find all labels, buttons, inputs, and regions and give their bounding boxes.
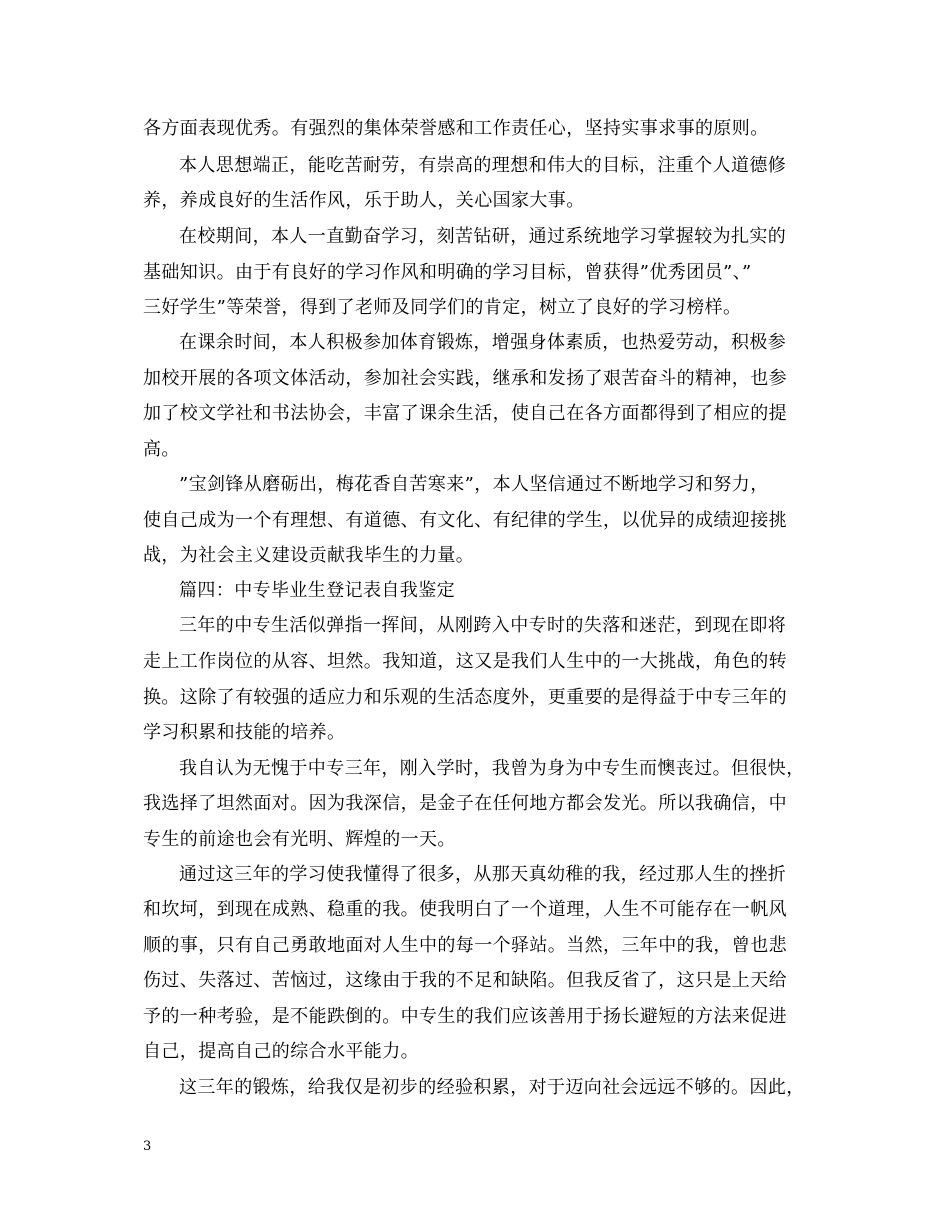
page-number: 3: [143, 1139, 152, 1154]
text-line: 这三年的锻炼，给我仅是初步的经验积累，对于迈向社会远远不够的。因此，: [179, 1077, 805, 1098]
text-line: 加校开展的各项文体活动，参加社会实践，继承和发扬了艰苦奋斗的精神，也参: [143, 368, 787, 389]
text-line: 学习积累和技能的培养。: [143, 722, 346, 743]
text-line: 伤过、失落过、苦恼过，这缘由于我的不足和缺陷。但我反省了，这只是上天给: [143, 970, 787, 991]
text-line: 在课余时间，本人积极参加体育锻炼，增强身体素质，也热爱劳动，积极参: [179, 332, 787, 353]
text-line: 战，为社会主义建设贡献我毕生的力量。: [143, 545, 475, 566]
text-line: 我选择了坦然面对。因为我深信，是金子在任何地方都会发光。所以我确信，中: [143, 793, 787, 814]
text-line: 通过这三年的学习使我懂得了很多，从那天真幼稚的我，经过那人生的挫折: [179, 864, 787, 885]
text-line: 予的一种考验，是不能跌倒的。中专生的我们应该善用于扬长避短的方法来促进: [143, 1006, 787, 1027]
text-line: 和坎坷，到现在成熟、稳重的我。使我明白了一个道理，人生不可能存在一帆风: [143, 899, 787, 920]
text-line: 自己，提高自己的综合水平能力。: [143, 1041, 419, 1062]
text-line: 基础知识。由于有良好的学习作风和明确的学习目标，曾获得”优秀团员”、”: [143, 262, 752, 283]
text-line: 三年的中专生活似弹指一挥间，从刚跨入中专时的失落和迷茫，到现在即将: [179, 615, 787, 636]
text-line: 三好学生”等荣誉，得到了老师及同学们的肯定，树立了良好的学习榜样。: [143, 297, 742, 318]
text-line: 换。这除了有较强的适应力和乐观的生活态度外，更重要的是得益于中专三年的: [143, 687, 787, 708]
text-line: 加了校文学社和书法协会，丰富了课余生活，使自己在各方面都得到了相应的提: [143, 403, 787, 424]
text-line: ”宝剑锋从磨砺出，梅花香自苦寒来”，本人坚信通过不断地学习和努力，: [179, 474, 769, 495]
text-line: 专生的前途也会有光明、辉煌的一天。: [143, 829, 456, 850]
text-line: 各方面表现优秀。有强烈的集体荣誉感和工作责任心，坚持实事求事的原则。: [143, 118, 769, 139]
text-line: 本人思想端正，能吃苦耐劳，有崇高的理想和伟大的目标，注重个人道德修: [179, 155, 787, 176]
text-line: 养，养成良好的生活作风，乐于助人，关心国家大事。: [143, 190, 585, 211]
text-line: 我自认为无愧于中专三年，刚入学时，我曾为身为中专生而懊丧过。但很快，: [179, 758, 805, 779]
text-line: 使自己成为一个有理想、有道德、有文化、有纪律的学生，以优异的成绩迎接挑: [143, 510, 787, 531]
section-heading: 篇四：中专毕业生登记表自我鉴定: [179, 580, 455, 601]
text-line: 在校期间，本人一直勤奋学习，刻苦钻研，通过系统地学习掌握较为扎实的: [179, 226, 787, 247]
text-line: 高。: [143, 439, 180, 460]
text-line: 顺的事，只有自己勇敢地面对人生中的每一个驿站。当然，三年中的我，曾也悲: [143, 935, 787, 956]
text-line: 走上工作岗位的从容、坦然。我知道，这又是我们人生中的一大挑战，角色的转: [143, 651, 787, 672]
